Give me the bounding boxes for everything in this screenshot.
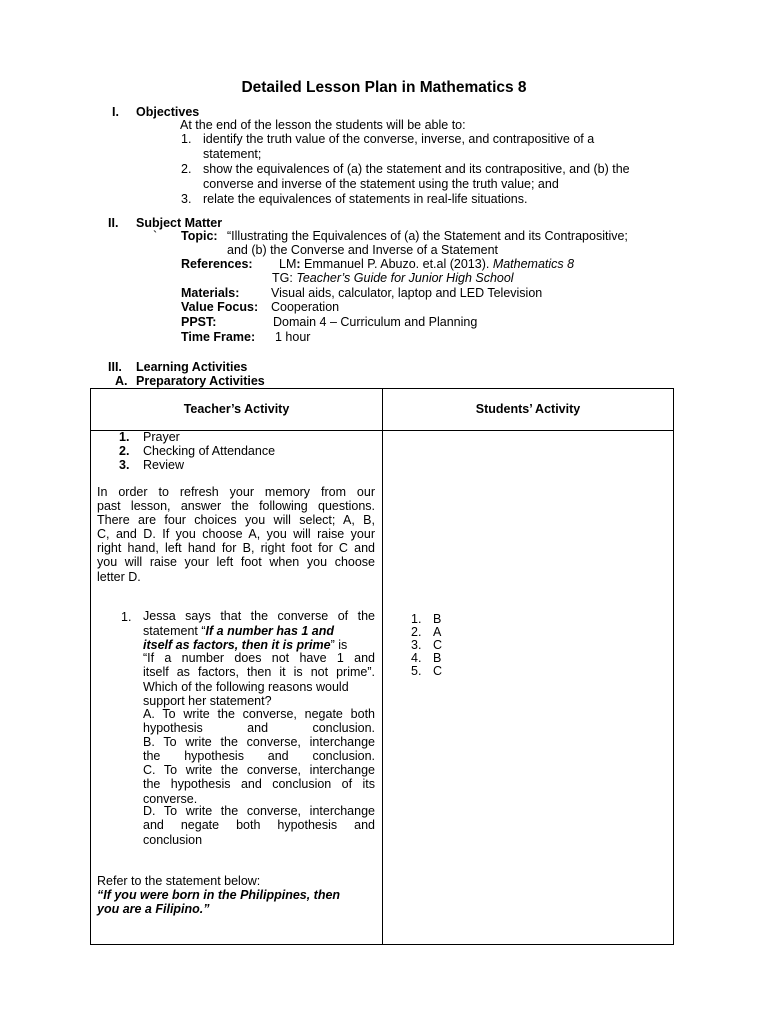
- tick-mark: `: [153, 229, 158, 243]
- review-instruction-line: past lesson, answer the following questions.: [97, 499, 375, 513]
- answer-letter: C: [433, 638, 443, 652]
- step-number: 3.: [119, 458, 130, 472]
- objective-number: 3.: [181, 192, 192, 206]
- choice-line: converse.: [143, 792, 198, 806]
- question-text-line: Jessa says that the converse of the: [143, 609, 375, 623]
- question-emphasis: itself as factors, then it is prime: [143, 638, 331, 652]
- reference-lm-text: Emmanuel P. Abuzo. et.al (2013).: [304, 257, 490, 271]
- materials-value: Visual aids, calculator, laptop and LED Television: [271, 286, 543, 300]
- ppst-label: PPST:: [181, 315, 217, 329]
- objective-text: show the equivalences of (a) the statement and its contrapositive, and (b) the: [203, 162, 630, 176]
- answer-letter: B: [433, 651, 442, 665]
- refer-text: Refer to the statement below:: [97, 874, 261, 888]
- choice-line: and negate both hypothesis and: [143, 818, 375, 832]
- question-number: 1.: [121, 610, 132, 624]
- reference-tg-text: Teacher’s Guide for Junior High School: [296, 271, 514, 285]
- students-activity-header: Students’ Activity: [475, 402, 581, 416]
- value-focus-label: Value Focus:: [181, 300, 259, 314]
- quote-line: “If you were born in the Philippines, then: [97, 888, 341, 902]
- step-label: Checking of Attendance: [143, 444, 276, 458]
- answer-number: 1.: [411, 612, 422, 626]
- value-focus-value: Cooperation: [271, 300, 340, 314]
- reference-tg: [272, 271, 514, 285]
- quote-line: you are a Filipino.”: [97, 902, 210, 916]
- topic-label: Topic:: [181, 229, 218, 243]
- objective-text-cont: converse and inverse of the statement using the truth value; and: [203, 177, 559, 191]
- choice-line: the hypothesis and conclusion of its: [143, 777, 375, 791]
- objective-text-cont: statement;: [203, 147, 262, 161]
- objective-number: 2.: [181, 162, 192, 176]
- answer-letter: B: [433, 612, 442, 626]
- topic-value: “Illustrating the Equivalences of (a) the Statement and its Contrapositive;: [227, 229, 628, 243]
- learning-heading: Learning Activities: [136, 360, 248, 374]
- step-label: Review: [143, 458, 184, 472]
- answer-number: 5.: [411, 664, 422, 678]
- objective-text: identify the truth value of the converse, inverse, and contrapositive of a: [203, 132, 595, 146]
- choice-line: hypothesis and conclusion.: [143, 721, 375, 735]
- teachers-activity-header: Teacher’s Activity: [183, 402, 290, 416]
- question-text-line: support her statement?: [143, 694, 272, 708]
- step-number: 1.: [119, 430, 130, 444]
- question-text-part: statement “: [143, 624, 206, 638]
- step-number: 2.: [119, 444, 130, 458]
- review-instruction-line: right hand, left hand for B, right foot for C and: [97, 541, 375, 555]
- objectives-intro: At the end of the lesson the students will be able to:: [180, 118, 466, 132]
- question-text-line: “If a number does not have 1 and: [143, 651, 375, 665]
- objectives-heading: Objectives: [136, 105, 200, 119]
- step-label: Prayer: [143, 430, 180, 444]
- references-label: References:: [181, 257, 253, 271]
- choice-line: conclusion: [143, 833, 203, 847]
- reference-tg-label: TG:: [272, 271, 293, 285]
- question-text-line: [143, 638, 375, 652]
- review-instruction-line: letter D.: [97, 570, 141, 584]
- reference-lm-colon: :: [296, 257, 301, 271]
- review-instruction-line: you will raise your left foot when you choose: [97, 555, 375, 569]
- reference-lm-book: Mathematics 8: [492, 257, 575, 271]
- preparatory-heading: Preparatory Activities: [136, 374, 265, 388]
- choice-line: the hypothesis and conclusion.: [143, 749, 375, 763]
- time-frame-label: Time Frame:: [181, 330, 256, 344]
- reference-lm: [279, 257, 574, 271]
- question-emphasis: If a number has 1 and: [205, 624, 335, 638]
- reference-lm-label: LM: [279, 257, 297, 271]
- answer-letter: A: [433, 625, 442, 639]
- review-instruction-line: There are four choices you will select; A, B,: [97, 513, 375, 527]
- question-text-line: Which of the following reasons would: [143, 680, 349, 694]
- ppst-value: Domain 4 – Curriculum and Planning: [273, 315, 478, 329]
- question-text-line: [143, 624, 375, 638]
- objective-text: relate the equivalences of statements in real-life situations.: [203, 192, 528, 206]
- review-instruction-line: In order to refresh your memory from our: [97, 485, 375, 499]
- question-text-part: ” is: [330, 638, 348, 652]
- topic-value-cont: and (b) the Converse and Inverse of a Statement: [227, 243, 498, 257]
- preparatory-letter: A.: [115, 374, 128, 388]
- materials-label: Materials:: [181, 286, 240, 300]
- answer-letter: C: [433, 664, 443, 678]
- review-instruction-line: C, and D. If you choose A, you will raise your: [97, 527, 375, 541]
- answer-number: 4.: [411, 651, 422, 665]
- column-divider: [382, 389, 383, 944]
- choice-line: A. To write the converse, negate both: [143, 707, 375, 721]
- choice-line: C. To write the converse, interchange: [143, 763, 375, 777]
- question-text-line: itself as factors, then it is not prime”.: [143, 665, 375, 679]
- subject-heading: Subject Matter: [136, 216, 223, 230]
- choice-line: D. To write the converse, interchange: [143, 804, 375, 818]
- objectives-numeral: I.: [112, 105, 119, 119]
- page-title: Detailed Lesson Plan in Mathematics 8: [241, 79, 527, 96]
- time-frame-value: 1 hour: [275, 330, 311, 344]
- subject-numeral: II.: [108, 216, 119, 230]
- objective-number: 1.: [181, 132, 192, 146]
- choice-line: B. To write the converse, interchange: [143, 735, 375, 749]
- learning-numeral: III.: [108, 360, 122, 374]
- answer-number: 2.: [411, 625, 422, 639]
- answer-number: 3.: [411, 638, 422, 652]
